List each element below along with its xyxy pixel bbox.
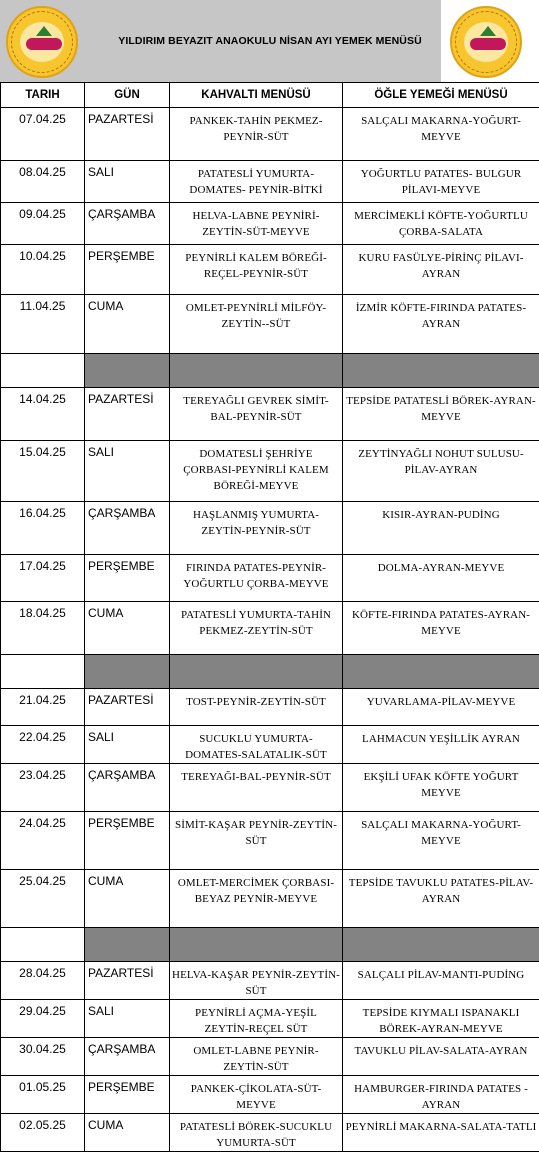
date-cell: 21.04.25 (1, 689, 85, 726)
date-cell: 07.04.25 (1, 108, 85, 161)
table-row (1, 726, 539, 764)
table-row (1, 689, 539, 726)
lunch-cell: LAHMACUN YEŞİLLİK AYRAN (343, 726, 539, 764)
lunch-cell: PEYNİRLİ MAKARNA-SALATA-TATLI (343, 1114, 539, 1152)
date-cell: 30.04.25 (1, 1038, 85, 1076)
breakfast-cell: TEREYAĞI-BAL-PEYNİR-SÜT (170, 764, 343, 812)
table-row (1, 555, 539, 602)
lunch-cell: TAVUKLU PİLAV-SALATA-AYRAN (343, 1038, 539, 1076)
lunch-cell: KISIR-AYRAN-PUDİNG (343, 502, 539, 555)
lunch-cell: TEPSİDE PATATESLİ BÖREK-AYRAN- MEYVE (343, 388, 539, 441)
lunch-cell: TEPSİDE KIYMALI ISPANAKLI BÖREK-AYRAN-MEYVE (343, 1000, 539, 1038)
table-row (1, 295, 539, 354)
week-separator-row (1, 354, 539, 388)
date-cell: 18.04.25 (1, 602, 85, 655)
breakfast-cell: OMLET-PEYNİRLİ MİLFÖY-ZEYTİN--SÜT (170, 295, 343, 354)
lunch-cell: YOĞURTLU PATATES- BULGUR PİLAVI-MEYVE (343, 161, 539, 203)
breakfast-cell: PATATESLİ YUMURTA-TAHİN PEKMEZ-ZEYTİN-SÜT (170, 602, 343, 655)
date-cell: 16.04.25 (1, 502, 85, 555)
col-header-breakfast: KAHVALTI MENÜSÜ (170, 83, 343, 108)
table-row (1, 1000, 539, 1038)
day-cell: PAZARTESİ (85, 388, 170, 441)
lunch-cell: KURU FASÜLYE-PİRİNÇ PİLAVI-AYRAN (343, 245, 539, 295)
day-cell: ÇARŞAMBA (85, 1038, 170, 1076)
breakfast-cell: PEYNİRLİ AÇMA-YEŞİL ZEYTİN-REÇEL SÜT (170, 1000, 343, 1038)
breakfast-cell: DOMATESLİ ŞEHRİYE ÇORBASI-PEYNİRLİ KALEM BÖREĞİ-MEYVE (170, 441, 343, 502)
day-cell: SALI (85, 726, 170, 764)
lunch-cell: YUVARLAMA-PİLAV-MEYVE (343, 689, 539, 726)
day-cell: ÇARŞAMBA (85, 764, 170, 812)
date-cell: 22.04.25 (1, 726, 85, 764)
col-header-lunch: ÖĞLE YEMEĞİ MENÜSÜ (343, 83, 539, 108)
breakfast-cell: PANKEK-TAHİN PEKMEZ-PEYNİR-SÜT (170, 108, 343, 161)
day-cell: CUMA (85, 870, 170, 928)
date-cell: 25.04.25 (1, 870, 85, 928)
day-cell: ÇARŞAMBA (85, 203, 170, 245)
table-row (1, 870, 539, 928)
lunch-cell: DOLMA-AYRAN-MEYVE (343, 555, 539, 602)
day-cell: PERŞEMBE (85, 245, 170, 295)
page-title: YILDIRIM BEYAZIT ANAOKULU NİSAN AYI YEMEK MENÜSÜ (118, 35, 422, 47)
table-row (1, 764, 539, 812)
day-cell: ÇARŞAMBA (85, 502, 170, 555)
day-cell: PERŞEMBE (85, 812, 170, 870)
table-row (1, 441, 539, 502)
date-cell: 29.04.25 (1, 1000, 85, 1038)
lunch-cell: SALÇALI MAKARNA-YOĞURT-MEYVE (343, 812, 539, 870)
breakfast-cell: HAŞLANMIŞ YUMURTA-ZEYTİN-PEYNİR-SÜT (170, 502, 343, 555)
breakfast-cell: HELVA-LABNE PEYNİRİ-ZEYTİN-SÜT-MEYVE (170, 203, 343, 245)
table-row (1, 203, 539, 245)
day-cell: PERŞEMBE (85, 1076, 170, 1114)
table-row (1, 1038, 539, 1076)
lunch-cell: SALÇALI MAKARNA-YOĞURT-MEYVE (343, 108, 539, 161)
date-cell: 01.05.25 (1, 1076, 85, 1114)
day-cell: SALI (85, 161, 170, 203)
breakfast-cell: PEYNİRLİ KALEM BÖREĞİ-REÇEL-PEYNİR-SÜT (170, 245, 343, 295)
lunch-cell: TEPSİDE TAVUKLU PATATES-PİLAV-AYRAN (343, 870, 539, 928)
breakfast-cell: OMLET-MERCİMEK ÇORBASI-BEYAZ PEYNİR-MEYVE (170, 870, 343, 928)
lunch-cell: ZEYTİNYAĞLI NOHUT SULUSU-PİLAV-AYRAN (343, 441, 539, 502)
breakfast-cell: SİMİT-KAŞAR PEYNİR-ZEYTİN-SÜT (170, 812, 343, 870)
date-cell: 23.04.25 (1, 764, 85, 812)
lunch-cell: SALÇALI PİLAV-MANTI-PUDİNG (343, 962, 539, 1000)
week-separator-row (1, 928, 539, 962)
week-separator-row (1, 655, 539, 689)
lunch-cell: İZMİR KÖFTE-FIRINDA PATATES-AYRAN (343, 295, 539, 354)
table-row (1, 1076, 539, 1114)
col-header-date: TARIH (1, 83, 85, 108)
day-cell: CUMA (85, 295, 170, 354)
breakfast-cell: PATATESLİ BÖREK-SUCUKLU YUMURTA-SÜT (170, 1114, 343, 1152)
table-row (1, 108, 539, 161)
date-cell: 14.04.25 (1, 388, 85, 441)
table-row (1, 602, 539, 655)
col-header-day: GÜN (85, 83, 170, 108)
lunch-cell: KÖFTE-FIRINDA PATATES-AYRAN-MEYVE (343, 602, 539, 655)
breakfast-cell: SUCUKLU YUMURTA-DOMATES-SALATALIK-SÜT (170, 726, 343, 764)
date-cell: 24.04.25 (1, 812, 85, 870)
breakfast-cell: TOST-PEYNİR-ZEYTİN-SÜT (170, 689, 343, 726)
date-cell: 09.04.25 (1, 203, 85, 245)
date-cell: 02.05.25 (1, 1114, 85, 1152)
table-row (1, 502, 539, 555)
table-row (1, 245, 539, 295)
breakfast-cell: FIRINDA PATATES-PEYNİR-YOĞURTLU ÇORBA-MEYVE (170, 555, 343, 602)
table-row (1, 812, 539, 870)
menu-table (0, 82, 539, 1152)
day-cell: CUMA (85, 602, 170, 655)
breakfast-cell: TEREYAĞLI GEVREK SİMİT-BAL-PEYNİR-SÜT (170, 388, 343, 441)
date-cell: 10.04.25 (1, 245, 85, 295)
table-row (1, 1114, 539, 1152)
date-cell: 08.04.25 (1, 161, 85, 203)
date-cell: 11.04.25 (1, 295, 85, 354)
table-row (1, 388, 539, 441)
school-logo-left (6, 6, 78, 78)
lunch-cell: EKŞİLİ UFAK KÖFTE YOĞURT MEYVE (343, 764, 539, 812)
day-cell: SALI (85, 441, 170, 502)
breakfast-cell: OMLET-LABNE PEYNİR-ZEYTİN-SÜT (170, 1038, 343, 1076)
breakfast-cell: PATATESLİ YUMURTA-DOMATES- PEYNİR-BİTKİ (170, 161, 343, 203)
table-row (1, 962, 539, 1000)
date-cell: 17.04.25 (1, 555, 85, 602)
breakfast-cell: PANKEK-ÇİKOLATA-SÜT-MEYVE (170, 1076, 343, 1114)
day-cell: CUMA (85, 1114, 170, 1152)
day-cell: PAZARTESİ (85, 962, 170, 1000)
day-cell: PAZARTESİ (85, 108, 170, 161)
breakfast-cell: HELVA-KAŞAR PEYNİR-ZEYTİN-SÜT (170, 962, 343, 1000)
date-cell: 15.04.25 (1, 441, 85, 502)
date-cell: 28.04.25 (1, 962, 85, 1000)
lunch-cell: HAMBURGER-FIRINDA PATATES -AYRAN (343, 1076, 539, 1114)
lunch-cell: MERCİMEKLİ KÖFTE-YOĞURTLU ÇORBA-SALATA (343, 203, 539, 245)
day-cell: PAZARTESİ (85, 689, 170, 726)
table-header-row (1, 83, 539, 108)
table-row (1, 161, 539, 203)
school-logo-right (450, 6, 522, 78)
day-cell: SALI (85, 1000, 170, 1038)
day-cell: PERŞEMBE (85, 555, 170, 602)
